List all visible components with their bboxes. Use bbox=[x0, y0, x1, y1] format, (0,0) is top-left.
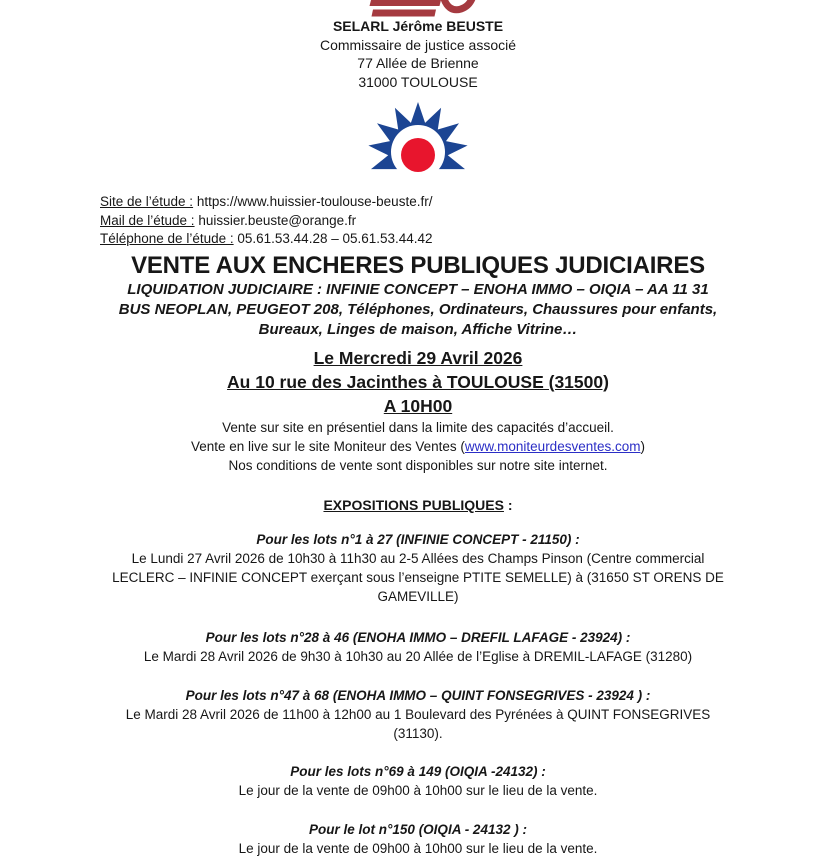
exposition-heading: Pour les lots n°28 à 46 (ENOHA IMMO – DREFIL LAFAGE - 23924) : bbox=[205, 629, 631, 645]
exposition-heading: Pour les lots n°47 à 68 (ENOHA IMMO – QUINT FONSEGRIVES - 23924 ) : bbox=[185, 687, 651, 703]
exposition-block-lots-69-149 bbox=[100, 762, 736, 800]
notice-conditions: Nos conditions de vente sont disponibles sur notre site internet. bbox=[228, 457, 608, 473]
exposition-heading: Pour les lots n°69 à 149 (OIQIA -24132) : bbox=[290, 763, 546, 779]
exposition-detail-clipped: Le jour de la vente de 09h00 à 10h00 sur le lieu de la vente. bbox=[238, 840, 598, 856]
office-header bbox=[100, 17, 736, 91]
document-page bbox=[100, 0, 736, 856]
liquidation-subtitle: LIQUIDATION JUDICIAIRE : INFINIE CONCEPT – ENOHA IMMO – OIQIA – AA 11 31 bbox=[127, 280, 709, 298]
site-url: https://www.huissier-toulouse-beuste.fr/ bbox=[196, 194, 433, 209]
site-label: Site de l’étude : bbox=[100, 194, 194, 209]
sale-when-block bbox=[100, 346, 736, 418]
contact-site-line bbox=[100, 193, 736, 212]
office-name: SELARL Jérôme BEUSTE bbox=[332, 18, 504, 34]
exposition-detail: Le Mardi 28 Avril 2026 de 11h00 à 12h00 au 1 Boulevard des Pyrénées à QUINT FONSEGRIVES (31130). bbox=[125, 706, 711, 741]
sale-time: A 10H00 bbox=[383, 395, 453, 416]
mail-address: huissier.beuste@orange.fr bbox=[198, 212, 357, 228]
sale-location: Au 10 rue des Jacinthes à TOULOUSE (31500) bbox=[227, 371, 609, 392]
moniteur-des-ventes-link[interactable]: www.moniteurdesventes.com bbox=[464, 438, 641, 454]
mail-label: Mail de l’étude : bbox=[100, 212, 195, 228]
office-address-line2: 31000 TOULOUSE bbox=[358, 73, 478, 90]
notice-live: Vente en live sur le site Moniteur des Ventes (www.moniteurdesventes.com) bbox=[191, 438, 645, 454]
phone-label: Téléphone de l’étude : bbox=[100, 231, 234, 246]
exposition-detail: Le Mardi 28 Avril 2026 de 9h30 à 10h30 au 20 Allée de l’Eglise à DREMIL-LAFAGE (31280) bbox=[143, 648, 693, 664]
office-role: Commissaire de justice associé bbox=[319, 36, 517, 53]
exposition-block-lots-28-46 bbox=[100, 628, 736, 666]
phone-numbers: 05.61.53.44.28 – 05.61.53.44.42 bbox=[237, 231, 433, 246]
letterhead-monogram-icon bbox=[100, 0, 736, 17]
expositions-heading: EXPOSITIONS PUBLIQUES : bbox=[323, 496, 513, 513]
page-title: VENTE AUX ENCHERES PUBLIQUES JUDICIAIRES bbox=[131, 251, 705, 279]
sun-logo-icon bbox=[100, 102, 736, 180]
contact-mail-line bbox=[100, 212, 736, 231]
contact-block bbox=[100, 193, 736, 249]
contact-phone-line bbox=[100, 230, 736, 249]
exposition-block-lots-47-68 bbox=[100, 686, 736, 743]
exposition-heading: Pour le lot n°150 (OIQIA - 24132 ) : bbox=[309, 821, 527, 837]
exposition-block-lot-150 bbox=[100, 820, 736, 856]
exposition-detail: Le Lundi 27 Avril 2026 de 10h30 à 11h30 au 2-5 Allées des Champs Pinson (Centre commercial LECLERC – INFINIE CONCEPT exerçant sous l’enseigne PTITE SEMELLE) à (31650 ST ORENS DE GAMEVILLE) bbox=[112, 550, 724, 604]
sale-notices bbox=[100, 418, 736, 475]
goods-subtitle: BUS NEOPLAN, PEUGEOT 208, Téléphones, Ordinateurs, Chaussures pour enfants, Bureaux, Linges de maison, Affiche Vitrine… bbox=[118, 300, 718, 338]
notice-onsite: Vente sur site en présentiel dans la limite des capacités d’accueil. bbox=[222, 419, 614, 435]
exposition-detail: Le jour de la vente de 09h00 à 10h00 sur le lieu de la vente. bbox=[238, 782, 598, 798]
exposition-block-lots-1-27 bbox=[100, 530, 736, 606]
office-address-line1: 77 Allée de Brienne bbox=[357, 55, 479, 71]
sale-date: Le Mercredi 29 Avril 2026 bbox=[313, 347, 523, 368]
exposition-heading: Pour les lots n°1 à 27 (INFINIE CONCEPT - 21150) : bbox=[256, 531, 580, 547]
